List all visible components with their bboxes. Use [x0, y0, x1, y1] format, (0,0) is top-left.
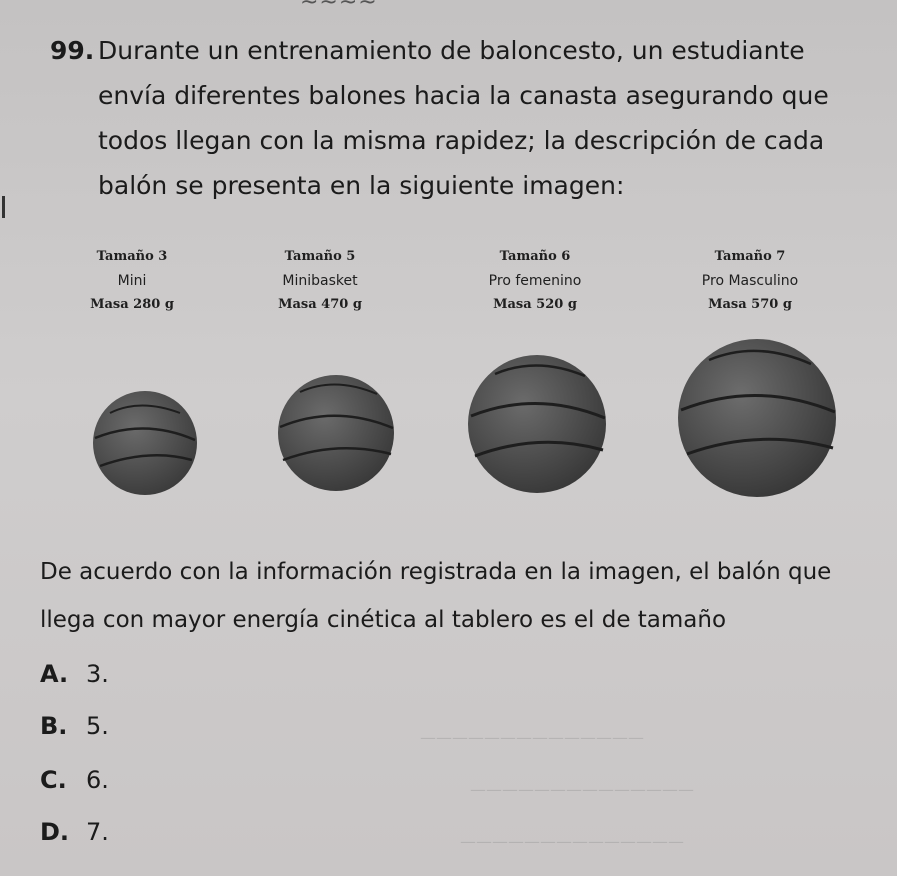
margin-mark — [2, 196, 5, 218]
basketball-icon — [675, 336, 840, 501]
ball-name: Mini — [117, 273, 147, 289]
ball-size: Tamaño 6 — [499, 249, 571, 264]
ball-name: Pro femenino — [488, 273, 582, 289]
option-d[interactable] — [40, 818, 109, 846]
option-value: 5. — [86, 712, 109, 740]
option-b[interactable] — [40, 712, 109, 740]
question-block — [50, 28, 870, 208]
option-letter: C. — [40, 766, 67, 794]
bleed-through-text: —————————————— — [460, 832, 684, 851]
ball-size: Tamaño 5 — [284, 249, 356, 264]
bleed-through-text: —————————————— — [470, 780, 694, 799]
ball-size: Tamaño 7 — [714, 249, 786, 264]
option-c[interactable] — [40, 766, 109, 794]
basketball-icon — [275, 372, 397, 494]
option-value: 3. — [86, 660, 109, 688]
ball-label-size-3 — [72, 245, 192, 317]
option-a[interactable] — [40, 660, 109, 688]
basketball-illustrations — [0, 330, 897, 500]
ball-size: Tamaño 3 — [96, 249, 168, 264]
bleed-through-text: —————————————— — [420, 728, 644, 747]
basketball-icon — [90, 388, 200, 498]
question-prompt: De acuerdo con la información registrada en la imagen, el balón que llega con mayor energía cinética al tablero es el de tamaño — [40, 559, 832, 633]
option-letter: D. — [40, 818, 70, 846]
ball-mass: Masa 280 g — [90, 297, 174, 312]
ball-label-size-5 — [260, 245, 380, 317]
ball-mass: Masa 570 g — [708, 297, 792, 312]
ball-mass: Masa 520 g — [493, 297, 577, 312]
option-value: 7. — [86, 818, 109, 846]
cut-off-header-fragment: ~~~~ — [300, 0, 378, 15]
question-number: 99. — [50, 36, 95, 65]
ball-labels — [0, 245, 897, 325]
option-value: 6. — [86, 766, 109, 794]
option-letter: A. — [40, 660, 69, 688]
basketball-icon — [465, 352, 610, 497]
ball-mass: Masa 470 g — [278, 297, 362, 312]
ball-label-size-6 — [470, 245, 600, 317]
question-text: Durante un entrenamiento de baloncesto, un estudiante envía diferentes balones hacia la canasta asegurando que todos llegan con la misma rapidez; la descripción de cada balón se presenta en la siguiente imagen: — [98, 36, 829, 200]
ball-name: Pro Masculino — [701, 273, 799, 289]
option-letter: B. — [40, 712, 68, 740]
ball-name: Minibasket — [282, 273, 358, 289]
ball-label-size-7 — [680, 245, 820, 317]
